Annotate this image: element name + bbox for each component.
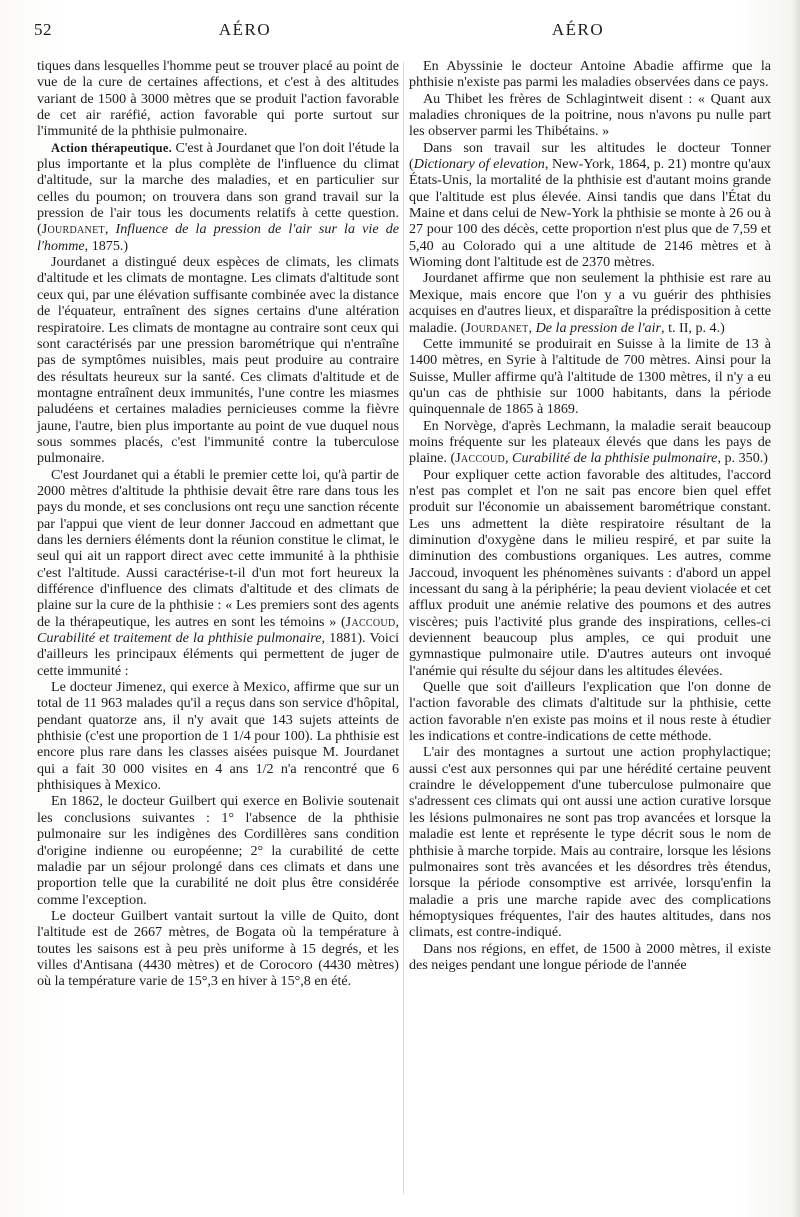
paragraph-text: Jourdanet affirme que non seulement la phthisie est rare au Mexique, mais encore que l'on y a vu guérir des phthisies acquises en d'autres lieux, et disparaître la prédisposition à cette maladie. ( [409, 270, 771, 336]
paragraph: Jourdanet a distingué deux espèces de climats, les climats d'altitude et les climats de montagne. Les climats d'altitude sont ceux qui, par une élévation suffisante combinée avec la distance de l'équateur, entraînent des signes certains d'une altération respiratoire. Les climats de montagne au contraire sont ceux qui sont caractérisés par une pression barométrique qui n'entraîne pas de symptômes nuisibles, mais peut produire au contraire des résultats heureux sur la santé. Ces climats d'altitude et de montagne entraînent deux immunités, l'une contre les miasmes paludéens et certaines maladies pernicieuses comme la fièvre jaune, l'autre, bien plus importante au point de vue duquel nous sous sommes placés, c'est l'immunité contre la tuberculose pulmonaire. [37, 254, 399, 467]
paragraph: Quelle que soit d'ailleurs l'explication que l'on donne de l'action favorable des climats d'altitude sur la phthisie, cette action favorable n'en existe pas moins et il nous reste à étudier les indications et contre-indications de cette méthode. [409, 679, 771, 745]
paragraph [37, 140, 399, 254]
running-title-left: AÉRO [218, 20, 272, 39]
citation-author: Jaccoud [345, 613, 396, 630]
citation-author: Jourdanet [41, 221, 105, 238]
right-column [409, 58, 771, 973]
citation-separator: , [505, 450, 513, 467]
section-heading: Action thérapeutique. [51, 140, 172, 155]
citation-title: Curabilité de la phthisie pulmonaire [512, 450, 718, 467]
left-column [37, 58, 399, 990]
paragraph: tiques dans lesquelles l'homme peut se trouver placé au point de vue de la cure de certaines affections, et c'est à des altitudes variant de 1500 à 3000 mètres que se produit l'action favorable de cet air raréfié, action favorable qui porte surtout sur l'immunité de la phthisie pulmonaire. [37, 58, 399, 140]
paragraph: Pour expliquer cette action favorable des altitudes, l'accord n'est pas complet et l'on ne sait pas encore bien quel effet produit sur l'économie un abaissement barométrique constant. Les uns admettent la diète respiratoire résultant de la diminution d'oxygène dans le milieu respiré, et par suite la diminution des combustions organiques. Les autres, comme Jaccoud, invoquent les phénomènes suivants : d'abord un appel incessant du sang à la périphérie; la peau devient violacée et cet afflux produit une anémie relative des poumons et des autres viscères; puis l'activité plus grande des inspirations, celles-ci deviennent beaucoup plus amples, ce qui produit une gymnastique pulmonaire utile. D'autres auteurs ont invoqué l'anémie qui résulte du séjour dans les altitudes élevées. [409, 466, 771, 679]
paragraph-text: En Norvège, d'après Lechmann, la maladie serait beaucoup moins fréquente sur les plateaux élevés que dans les pays de plaine. ( [409, 417, 771, 467]
paragraph: Au Thibet les frères de Schlagintweit disent : « Quant aux maladies chroniques de la poitrine, nous n'avons pu nulle part les observer parmi les Thibétains. » [409, 90, 771, 140]
column-divider [403, 62, 404, 1194]
citation-separator: , [528, 319, 536, 336]
citation-author: Jourdanet [465, 319, 529, 336]
citation-title: Dictionary of elevation [413, 156, 545, 173]
paragraph [409, 140, 771, 271]
citation-separator: , [395, 613, 399, 630]
paragraph-text: , New-York, 1864, p. 21) montre qu'aux États-Unis, la mortalité de la phthisie est d'autant moins grande que l'altitude est plus élevée. Ainsi tandis que dans l'État du Maine et dans celui de New-York la phthisie se monte à 26 ou à 27 pour 100 des décès, cette proportion n'est plus que de 7,59 et 5,40 au Colorado qui a une altitude de 2146 mètres et à Wioming dont l'altitude est de 2370 mètres. [409, 156, 771, 271]
citation-end: , 1881). Voici d'ailleurs les principaux éléments qui permettent de juger de cette immunité : [37, 630, 399, 679]
paragraph-text: Dans son travail sur les altitudes le docteur Tonner ( [409, 139, 771, 173]
citation-author: Jaccoud [455, 450, 505, 467]
citation-end: , p. 350.) [717, 450, 768, 467]
citation-end: , t. II, p. 4.) [661, 319, 725, 336]
paragraph: Dans nos régions, en effet, de 1500 à 2000 mètres, il existe des neiges pendant une longue période de l'année [409, 940, 771, 973]
running-title-right: AÉRO [551, 20, 605, 39]
paragraph [409, 418, 771, 467]
paragraph [409, 270, 771, 335]
paragraph-text: C'est à Jourdanet que l'on doit l'étude la plus importante et la plus complète de l'influence du climat d'altitude, sur la marche des maladies, et en particulier sur celles du poumon; on trouvera dans son grand travail sur la pression de l'air tous les documents relatifs à cette question. ( [37, 139, 399, 238]
paragraph: Le docteur Guilbert vantait surtout la ville de Quito, dont l'altitude est de 2667 mètres, de Bogata où la température à toutes les saisons est à peu près uniforme à 15 degrés, et les villes d'Antisana (4430 mètres) et de Corocoro (4430 mètres) où la température varie de 15°,3 en hiver à 15°,8 en été. [37, 907, 399, 990]
page-number: 52 [34, 20, 52, 39]
paragraph: En Abyssinie le docteur Antoine Abadie affirme que la phthisie n'existe pas parmi les maladies observées dans ce pays. [409, 58, 771, 91]
paragraph [37, 467, 399, 679]
paragraph: L'air des montagnes a surtout une action prophylactique; aussi c'est aux personnes qui par une hérédité certaine peuvent craindre le développement d'une tuberculose pulmonaire que s'adressent ces climats qui ont aussi une action curative lorsque les lésions pulmonaires ne sont pas trop avancées et lorsque la maladie est lente et représente le type décrit sous le nom de phthisie à marche torpide. Mais au contraire, lorsque les lésions pulmonaires sont très avancées et les désordres très étendus, lorsque la période consomptive est arrivée, lorsqu'enfin la maladie a pris une marche rapide avec des complications hémoptysiques fréquentes, l'air des hautes altitudes, dans nos climats, est contre-indiqué. [409, 744, 771, 941]
citation-title: Influence de la pression de l'air sur la vie de l'homme [37, 221, 399, 254]
paragraph-text: C'est Jourdanet qui a établi le premier cette loi, qu'à partir de 2000 mètres d'altitude la phthisie devait être rare dans tous les pays du monde, et ses conclusions ont reçu une sanction récente par l'appui que vient de leur donner Jaccoud en admettant que dans les derniers éléments dont la réunion constitue le climat, le seul qui ait un rapport direct avec cette immunité à la phthisie c'est l'altitude. Aussi caractérise-t-il d'un mot fort heureux la différence d'influence des climats d'altitude et des climats de plaine sur la cure de la phthisie : « Les premiers sont des agents de la thérapeutique, les autres en sont les témoins » ( [37, 466, 399, 630]
paragraph: Cette immunité se produirait en Suisse à la limite de 13 à 1400 mètres, en Syrie à l'altitude de 700 mètres. Ainsi pour la Suisse, Muller affirme qu'à l'altitude de 1300 mètres, il n'y a eu qu'un cas de phthisie sur 1000 habitants, dans la période quinquennale de 1865 à 1869. [409, 335, 771, 418]
citation-separator: , [104, 221, 116, 238]
running-head [0, 20, 800, 44]
paragraph: Le docteur Jimenez, qui exerce à Mexico, affirme que sur un total de 11 963 malades qu'il a reçus dans son service d'hôpital, pendant quatorze ans, il n'y avait que 143 sujets atteints de phthisie (c'est une proportion de 1 1/4 pour 100). La phthisie est encore plus rare dans les classes aisées puisque M. Jourdanet qui a fait 30 000 visites en 4 ans 1/2 n'a rencontré que 6 phthisiques à Mexico. [37, 679, 399, 794]
paragraph: En 1862, le docteur Guilbert qui exerce en Bolivie soutenait les conclusions suivantes : 1° l'absence de la phthisie pulmonaire sur les indigènes des Cordillères sans condition d'origine indienne ou européenne; 2° la curabilité de cette maladie par un séjour prolongé dans ces climats et dans une proportion telle que la curabilité ne doit plus être considérée comme l'exception. [37, 793, 399, 908]
citation-title: De la pression de l'air [535, 319, 662, 336]
citation-end: , 1875.) [84, 237, 129, 254]
page-edge-shadow [791, 0, 800, 1217]
citation-title: Curabilité et traitement de la phthisie pulmonaire [37, 630, 322, 647]
